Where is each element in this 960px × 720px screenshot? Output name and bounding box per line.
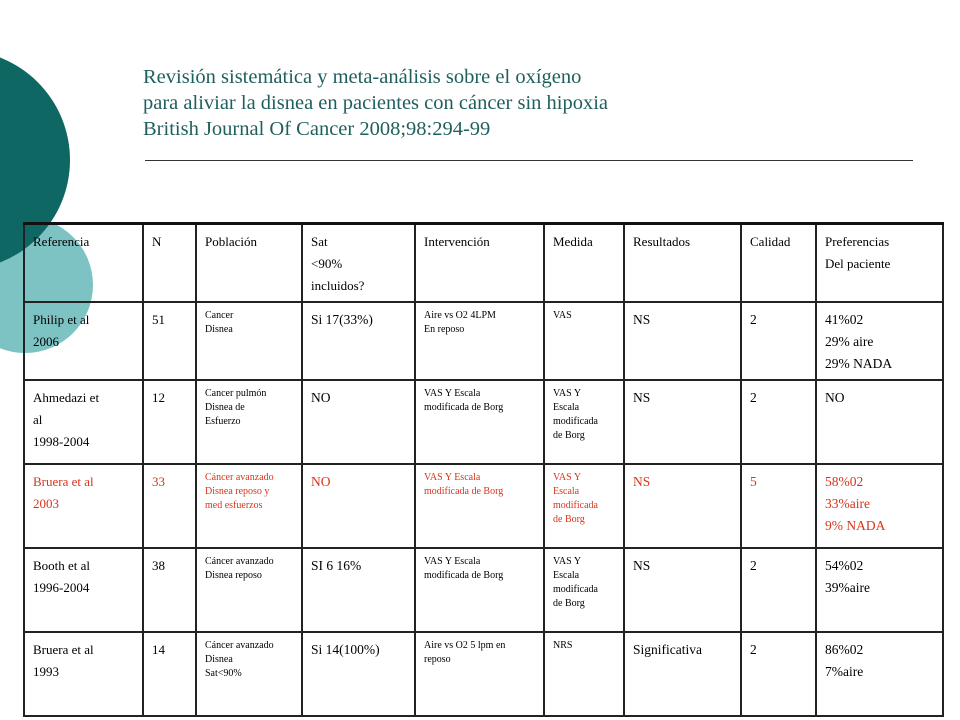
cell-text: Philip et al	[33, 312, 90, 327]
cell-text: <90%	[311, 256, 343, 271]
cell-text: NO	[311, 474, 331, 489]
cell-text: Sat	[311, 234, 328, 249]
table-row	[24, 302, 943, 380]
cell-text: Sat<90%	[205, 668, 242, 679]
cell-text: 33%aire	[825, 496, 870, 511]
cell-calidad	[741, 632, 816, 716]
cell-text: de Borg	[553, 598, 585, 609]
cell-text: Booth et al	[33, 558, 91, 573]
cell-intervencion	[415, 464, 544, 548]
cell-medida	[544, 380, 624, 464]
cell-medida	[544, 464, 624, 548]
cell-text: NO	[311, 390, 331, 405]
cell-text: Bruera et al	[33, 642, 94, 657]
header-calidad	[741, 224, 816, 303]
cell-text: 29% NADA	[825, 356, 893, 371]
cell-text: 1998-2004	[33, 434, 90, 449]
cell-intervencion	[415, 632, 544, 716]
cell-intervencion	[415, 380, 544, 464]
cell-text: al	[33, 412, 43, 427]
cell-text: modificada de Borg	[424, 486, 504, 497]
cell-text: Intervención	[424, 234, 490, 249]
cell-text: 58%02	[825, 474, 864, 489]
cell-text: VAS Y	[553, 388, 582, 399]
cell-text: 14	[152, 642, 165, 657]
cell-poblacion	[196, 632, 302, 716]
cell-text: Disnea	[205, 324, 233, 335]
header-sat	[302, 224, 415, 303]
cell-text: 54%02	[825, 558, 864, 573]
cell-text: Si 14(100%)	[311, 642, 380, 657]
cell-calidad	[741, 380, 816, 464]
cell-text: modificada de Borg	[424, 570, 504, 581]
cell-referencia	[24, 632, 143, 716]
cell-text: 9% NADA	[825, 518, 886, 533]
cell-text: Cáncer avanzado	[205, 556, 274, 567]
cell-text: Aire vs O2 4LPM	[424, 310, 496, 321]
cell-medida	[544, 548, 624, 632]
cell-text: Resultados	[633, 234, 691, 249]
title-line-3: British Journal Of Cancer 2008;98:294-99	[143, 118, 491, 140]
cell-text: 1993	[33, 664, 59, 679]
table-row	[24, 548, 943, 632]
cell-medida	[544, 302, 624, 380]
cell-text: de Borg	[553, 514, 585, 525]
cell-text: 33	[152, 474, 165, 489]
studies-table	[23, 222, 944, 717]
cell-text: 2	[750, 558, 757, 573]
cell-referencia	[24, 464, 143, 548]
cell-sat	[302, 302, 415, 380]
cell-text: Del paciente	[825, 256, 891, 271]
cell-text: 2	[750, 390, 757, 405]
cell-preferencias	[816, 380, 943, 464]
cell-text: Cáncer avanzado	[205, 640, 274, 651]
cell-resultados	[624, 380, 741, 464]
cell-text: 39%aire	[825, 580, 870, 595]
cell-poblacion	[196, 302, 302, 380]
cell-text: 2006	[33, 334, 59, 349]
cell-n	[143, 302, 196, 380]
header-intervencion	[415, 224, 544, 303]
header-n	[143, 224, 196, 303]
cell-preferencias	[816, 548, 943, 632]
cell-text: Esfuerzo	[205, 416, 241, 427]
cell-text: Escala	[553, 570, 580, 581]
title-line-1: Revisión sistemática y meta-análisis sobre el oxígeno	[143, 66, 582, 88]
cell-text: Referencia	[33, 234, 90, 249]
cell-medida	[544, 632, 624, 716]
header-medida	[544, 224, 624, 303]
cell-text: med esfuerzos	[205, 500, 263, 511]
header-poblacion	[196, 224, 302, 303]
cell-text: NS	[633, 558, 651, 573]
cell-text: SI 6 16%	[311, 558, 362, 573]
cell-text: Disnea reposo y	[205, 486, 270, 497]
cell-resultados	[624, 548, 741, 632]
cell-text: Significativa	[633, 642, 702, 657]
cell-n	[143, 632, 196, 716]
table-row	[24, 632, 943, 716]
cell-text: VAS	[553, 310, 572, 321]
cell-text: modificada	[553, 500, 598, 511]
cell-sat	[302, 464, 415, 548]
cell-calidad	[741, 548, 816, 632]
cell-text: 1996-2004	[33, 580, 90, 595]
cell-referencia	[24, 302, 143, 380]
cell-text: modificada de Borg	[424, 402, 504, 413]
cell-n	[143, 548, 196, 632]
cell-text: VAS Y Escala	[424, 472, 481, 483]
cell-n	[143, 380, 196, 464]
cell-text: Población	[205, 234, 257, 249]
cell-text: Cancer pulmón	[205, 388, 267, 399]
cell-text: 86%02	[825, 642, 864, 657]
header-referencia	[24, 224, 143, 303]
cell-intervencion	[415, 548, 544, 632]
cell-text: 29% aire	[825, 334, 874, 349]
cell-text: Medida	[553, 234, 593, 249]
cell-text: 7%aire	[825, 664, 864, 679]
cell-sat	[302, 632, 415, 716]
cell-text: reposo	[424, 654, 451, 665]
cell-text: NS	[633, 312, 651, 327]
title-line-2: para aliviar la disnea en pacientes con cáncer sin hipoxia	[143, 92, 609, 114]
cell-text: NO	[825, 390, 845, 405]
cell-text: NS	[633, 474, 651, 489]
cell-text: Escala	[553, 402, 580, 413]
cell-text: Escala	[553, 486, 580, 497]
cell-text: En reposo	[424, 324, 465, 335]
cell-resultados	[624, 632, 741, 716]
cell-text: Preferencias	[825, 234, 890, 249]
cell-text: VAS Y Escala	[424, 556, 481, 567]
cell-text: NRS	[553, 640, 573, 651]
cell-poblacion	[196, 380, 302, 464]
cell-text: Aire vs O2 5 lpm en	[424, 640, 506, 651]
cell-text: Disnea	[205, 654, 233, 665]
cell-calidad	[741, 302, 816, 380]
title-divider	[145, 160, 913, 161]
header-preferencias	[816, 224, 943, 303]
cell-text: incluidos?	[311, 278, 365, 293]
cell-sat	[302, 380, 415, 464]
cell-text: Calidad	[750, 234, 791, 249]
cell-poblacion	[196, 548, 302, 632]
cell-text: modificada	[553, 584, 598, 595]
cell-text: 2	[750, 642, 757, 657]
cell-text: Disnea de	[205, 402, 245, 413]
cell-text: modificada	[553, 416, 598, 427]
cell-preferencias	[816, 464, 943, 548]
header-row	[24, 224, 943, 303]
cell-text: 38	[152, 558, 165, 573]
cell-text: Ahmedazi et	[33, 390, 100, 405]
cell-text: Bruera et al	[33, 474, 94, 489]
cell-text: Cancer	[205, 310, 234, 321]
cell-resultados	[624, 302, 741, 380]
cell-preferencias	[816, 302, 943, 380]
table-row	[24, 380, 943, 464]
cell-sat	[302, 548, 415, 632]
cell-intervencion	[415, 302, 544, 380]
cell-text: 41%02	[825, 312, 864, 327]
cell-text: VAS Y	[553, 472, 582, 483]
slide-title	[143, 64, 923, 142]
cell-text: 12	[152, 390, 165, 405]
cell-text: VAS Y Escala	[424, 388, 481, 399]
cell-preferencias	[816, 632, 943, 716]
cell-text: N	[152, 234, 162, 249]
cell-text: 2	[750, 312, 757, 327]
cell-referencia	[24, 548, 143, 632]
header-resultados	[624, 224, 741, 303]
cell-resultados	[624, 464, 741, 548]
cell-text: de Borg	[553, 430, 585, 441]
cell-text: VAS Y	[553, 556, 582, 567]
cell-text: 5	[750, 474, 757, 489]
cell-text: 51	[152, 312, 165, 327]
cell-text: 2003	[33, 496, 59, 511]
cell-text: Si 17(33%)	[311, 312, 373, 327]
cell-calidad	[741, 464, 816, 548]
cell-n	[143, 464, 196, 548]
cell-poblacion	[196, 464, 302, 548]
table-row	[24, 464, 943, 548]
cell-text: Cáncer avanzado	[205, 472, 274, 483]
cell-text: NS	[633, 390, 651, 405]
cell-referencia	[24, 380, 143, 464]
cell-text: Disnea reposo	[205, 570, 262, 581]
